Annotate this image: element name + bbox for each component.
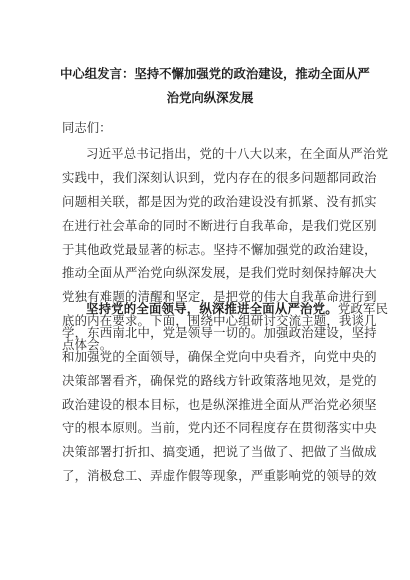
- paragraph-line: 党独有难题的清醒和坚定，是把党的伟大自我革命进行到: [62, 289, 377, 305]
- paragraph-line: 了，消极怠工、弄虚作假等现象，严重影响党的领导的效: [62, 468, 377, 484]
- salutation: 同志们：: [62, 120, 112, 135]
- title-line: 中心组发言：坚持不懈加强党的政治建设，推动全面从严: [60, 66, 370, 81]
- paragraph-line: 在进行社会革命的同时不断进行自我革命，是我们党区别: [62, 217, 377, 233]
- paragraph-line: 推动全面从严治党向纵深发展，是我们党时刻保持解决大: [62, 265, 377, 281]
- paragraph-line: 点体会。: [62, 337, 113, 353]
- paragraph-line: 习近平总书记指出，党的十八大以来，在全面从严治党: [86, 146, 389, 161]
- document-title: [60, 62, 370, 110]
- paragraph-line: 决策部署看齐，确保党的路线方针政策落地见效，是党的: [62, 372, 377, 388]
- paragraph-line: 底的内在要求。下面，围绕中心组研讨交流主题，我谈几: [62, 313, 377, 329]
- paragraph-line: 学，东西南北中，党是领导一切的。加强政治建设，坚持: [62, 324, 377, 340]
- paragraph-text: 党政军民: [337, 301, 389, 316]
- paragraph-line: 守的根本原则。当前，党内还不同程度存在贯彻落实中央: [62, 420, 377, 436]
- paragraph-line: 决策部署打折扣、搞变通，把说了当做了、把做了当做成: [62, 444, 377, 460]
- paragraph-line: 政治建设的根本目标，也是纵深推进全面从严治党必须坚: [62, 396, 377, 412]
- paragraph-line: 和加强党的全面领导，确保全党向中央看齐，向党中央的: [62, 348, 377, 364]
- paragraph-line: 实践中，我们深刻认识到，党内存在的很多问题都同政治: [62, 169, 377, 185]
- paragraph-line: 于其他政党最显著的标志。坚持不懈加强党的政治建设，: [62, 241, 377, 257]
- paragraph-line: 问题相关联，都是因为党的政治建设没有抓紧、没有抓实: [62, 193, 377, 209]
- paragraph-heading: 坚持党的全面领导，纵深推进全面从严治党。: [86, 301, 338, 316]
- title-line: 治党向纵深发展: [166, 90, 254, 105]
